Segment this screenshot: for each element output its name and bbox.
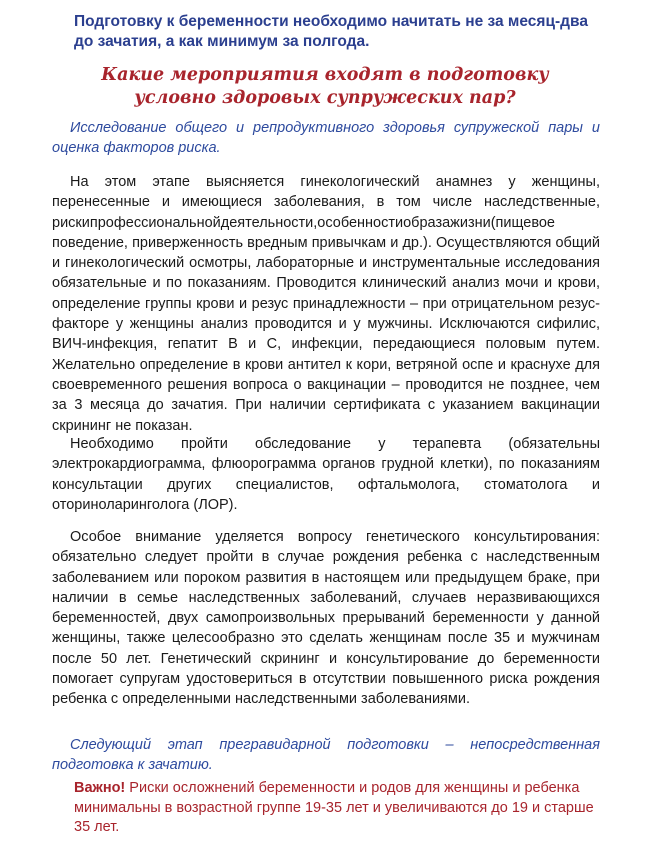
paragraph-therapist: Необходимо пройти обследование у терапевта (обязательны электрокардиограмма, флюорограмма органов грудной клетки), по показаниям консультации других специалистов, офтальмолога, стоматолога и оториноларинголога (ЛОР). [52, 436, 600, 513]
section-title: Какие мероприятия входят в подготовку условно здоровых супружеских пар? [101, 65, 549, 108]
important-note [74, 779, 596, 838]
important-text: Риски осложнений беременности и родов для женщины и ребенка минимальны в возрастной группе 19-35 лет и увеличиваются до 19 и старше 35 лет. [74, 780, 594, 835]
paragraph-anamnesis: На этом этапе выясняется гинекологический анамнез у женщины, перенесенные и имеющиеся заболевания, в том числе наследственные, рискипрофессиональнойдеятельности,особенностиобразажизни(пищевое поведение, приверженность вредным привычкам и др.). Осуществляются общий и гинекологический осмотры, лабораторные и инструментальные исследования обязательные и по показаниям. Проводится клинический анализ мочи и крови, определение группы крови и резус принадлежности – при отрицательном резус-факторе у женщины анализ проводится и у мужчины. Исключаются сифилис, ВИЧ-инфекция, гепатит В и С, инфекции, передающиеся половым путем. Желательно определение в крови антител к кори, ветряной оспе и краснухе для своевременного решения вопроса о вакцинации – проводится не позднее, чем за 3 месяца до зачатия. При наличии сертификата с указанием вакцинации скрининг не показан. [52, 174, 600, 434]
intro-text: Подготовку к беременности необходимо начитать не за месяц-два до зачатия, а как минимум за полгода. [74, 13, 588, 50]
subheading-next-stage: Следующий этап прегравидарной подготовки – непосредственная подготовка к зачатию. [52, 737, 600, 773]
subheading-health-assessment: Исследование общего и репродуктивного здоровья супружеской пары и оценка факторов риска. [52, 120, 600, 156]
important-label: Важно! [74, 780, 126, 796]
paragraph-genetic-counseling: Особое внимание уделяется вопросу генетического консультирования: обязательно следует пройти в случае рождения ребенка с наследственным заболеванием или пороком развития в настоящем или предыдущем браке, при наличии в семье наследственных заболеваний, случаев неразвивающихся беременностей, двух самопроизвольных прерываний беременности у данной женщины, также целесообразно это сделать женщинам после 35 и мужчинам после 50 лет. Генетический скрининг и консультирование до беременности помогает супругам удостовериться в отсутствии повышенного риска рождения ребенка с определенными наследственными заболеваниями. [52, 529, 600, 708]
